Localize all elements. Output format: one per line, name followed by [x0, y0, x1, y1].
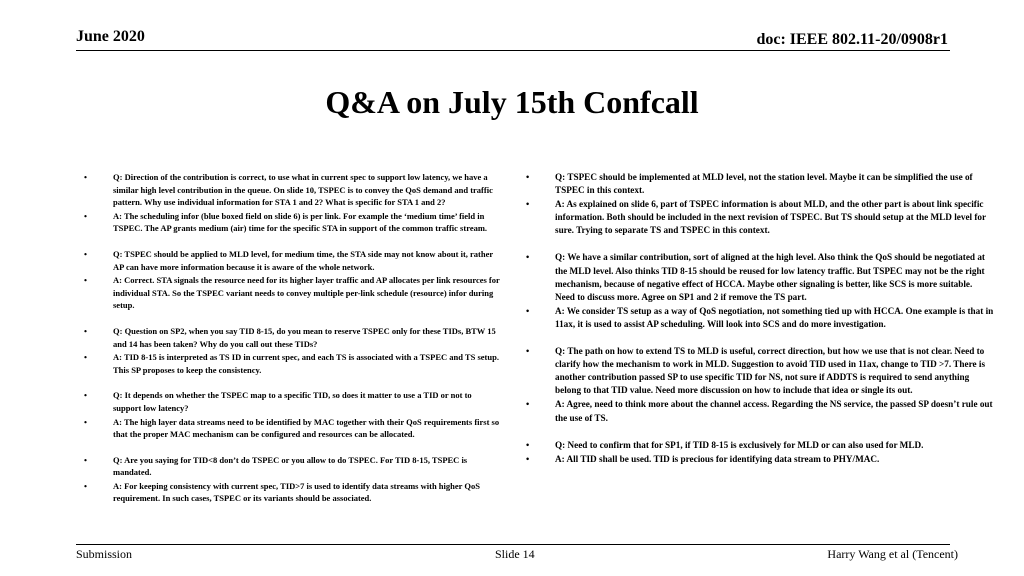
- item-text: A: All TID shall be used. TID is precious for identifying data stream to PHY/MAC.: [555, 453, 880, 464]
- bullet-icon: •: [84, 210, 87, 221]
- qa-group: [82, 454, 500, 505]
- answer-item: [524, 198, 994, 237]
- bullet-icon: •: [84, 352, 87, 363]
- item-text: Q: The path on how to extend TS to MLD is useful, correct direction, but how we use that is not clear. Need to clarify how the mechanism to work in MLD. Suggestion to avoid TID used in 11ax, change to TID >7. There is another contribution passed SP to use specific TID for NS, not sure if ADDTS is required to send anything belong to that TID value. Need more discussion on how to include that idea or single its out.: [555, 346, 986, 396]
- footer-slide-number: Slide 14: [495, 547, 535, 561]
- bullet-icon: •: [84, 172, 87, 182]
- answer-item: [524, 398, 994, 424]
- item-text: Q: It depends on whether the TSPEC map to a specific TID, so does it matter to use a TID or not to support low latency?: [113, 390, 472, 413]
- bullet-icon: •: [84, 275, 87, 286]
- item-text: Q: Need to confirm that for SP1, if TID 8-15 is exclusively for MLD or can also used for MLD.: [555, 439, 924, 450]
- footer-author: Harry Wang et al (Tencent): [827, 547, 958, 561]
- item-text: A: As explained on slide 6, part of TSPEC information is about MLD, and the other part is about link specific information. Both should be included in the next revision of TSPEC. But TS should setup at the MLD level for sure. Trying to separate TS and TSPEC in this context.: [555, 199, 986, 236]
- question-item: [82, 325, 500, 350]
- bullet-icon: •: [526, 453, 530, 464]
- question-item: [524, 251, 994, 303]
- qa-group: [82, 248, 500, 312]
- bullet-icon: •: [526, 252, 530, 263]
- item-text: Q: Question on SP2, when you say TID 8-15, do you mean to reserve TSPEC only for these TIDs, BTW 15 and 14 has been taken? Why do you call out these TIDs?: [113, 325, 496, 349]
- item-text: Q: TSPEC should be applied to MLD level, for medium time, the STA side may not know about it, rather AP can have more information because it is aware of the whole network.: [113, 248, 494, 272]
- question-item: [82, 454, 500, 479]
- answer-item: [524, 453, 994, 466]
- question-item: [524, 439, 994, 452]
- item-text: A: We consider TS setup as a way of QoS negotiation, not something tied up with HCCA. One example is that in 11ax, it is used to assist AP scheduling. Will look into SCS and do more investigation.: [555, 305, 994, 329]
- slide-title: Q&A on July 15th Confcall: [325, 84, 699, 120]
- question-item: [82, 171, 500, 209]
- item-text: A: The high layer data streams need to be identified by MAC together with their QoS requirements first so that the proper MAC mechanism can be configured and resources can be allocated.: [113, 416, 500, 440]
- bullet-icon: •: [526, 172, 530, 182]
- answer-item: [524, 305, 994, 331]
- answer-item: [82, 210, 500, 235]
- footer-submission: Submission: [76, 547, 133, 561]
- bullet-icon: •: [84, 416, 87, 427]
- footer-divider: [76, 544, 950, 545]
- bullet-icon: •: [84, 454, 87, 465]
- item-text: Q: TSPEC should be implemented at MLD level, not the station level. Maybe it can be simplified the use of TSPEC in this context.: [555, 172, 973, 196]
- qa-group: [82, 325, 500, 376]
- answer-item: [82, 351, 500, 376]
- bullet-icon: •: [526, 305, 530, 316]
- question-item: [82, 248, 500, 273]
- item-text: A: Correct. STA signals the resource need for its higher layer traffic and AP allocates per link resources for individual STA. So the TSPEC variant needs to convey multiple per-link schedule (resource) infor during setup.: [113, 275, 500, 311]
- item-text: A: Agree, need to think more about the channel access. Regarding the NS service, the passed SP doesn’t rule out the use of TS.: [555, 399, 993, 423]
- item-text: Q: We have a similar contribution, sort of aligned at the high level. Also think the QoS should be negotiated at the MLD level. Also thinks TID 8-15 should be reused for low latency traffic. But TSPEC may not be the right mechanism, because of negative effect of HCCA. Maybe other signaling is better, like SCS is more suitable. Need to discuss more. Agree on SP1 and 2 if remove the TS part.: [555, 252, 985, 302]
- header-doc-id: doc: IEEE 802.11-20/0908r1: [756, 31, 948, 48]
- question-item: [524, 345, 994, 397]
- qa-group: [82, 389, 500, 440]
- item-text: A: For keeping consistency with current spec, TID>7 is used to identify data streams with higher QoS requirement. In such cases, TSPEC or its variants should be associated.: [113, 480, 480, 504]
- qa-group: [82, 171, 500, 235]
- bullet-icon: •: [84, 390, 87, 401]
- answer-item: [82, 480, 500, 505]
- qa-group: [524, 251, 994, 331]
- item-text: A: TID 8-15 is interpreted as TS ID in current spec, and each TS is associated with a TSPEC and TS setup. This SP proposes to keep the consistency.: [113, 352, 499, 375]
- header-date: June 2020: [76, 28, 145, 45]
- right-column: [524, 171, 994, 480]
- bullet-icon: •: [84, 480, 87, 491]
- item-text: Q: Direction of the contribution is correct, to use what in current spec to support low latency, we have a similar high level contribution in the queue. On slide 10, TSPEC is to convey the QoS demand and traffic pattern. Why use individual information for STA 1 and 2? What is specific for STA 1 and 2?: [113, 172, 493, 208]
- item-text: A: The scheduling infor (blue boxed field on slide 6) is per link. For example the ‘medium time’ field in TSPEC. The AP grants medium (air) time for the specific STA in support of the common traffic stream.: [113, 210, 488, 234]
- bullet-icon: •: [526, 346, 530, 357]
- qa-group: [524, 171, 994, 237]
- bullet-icon: •: [526, 199, 530, 210]
- left-column: [82, 171, 500, 518]
- item-text: Q: Are you saying for TID<8 don’t do TSPEC or you allow to do TSPEC. For TID 8-15, TSPEC is mandated.: [113, 454, 468, 478]
- bullet-icon: •: [526, 399, 530, 410]
- bullet-icon: •: [526, 439, 530, 450]
- question-item: [524, 171, 994, 197]
- bullet-icon: •: [84, 248, 87, 259]
- answer-item: [82, 416, 500, 441]
- qa-group: [524, 345, 994, 425]
- bullet-icon: •: [84, 325, 87, 336]
- answer-item: [82, 274, 500, 312]
- qa-group: [524, 439, 994, 466]
- header-divider: [76, 50, 950, 51]
- question-item: [82, 389, 500, 414]
